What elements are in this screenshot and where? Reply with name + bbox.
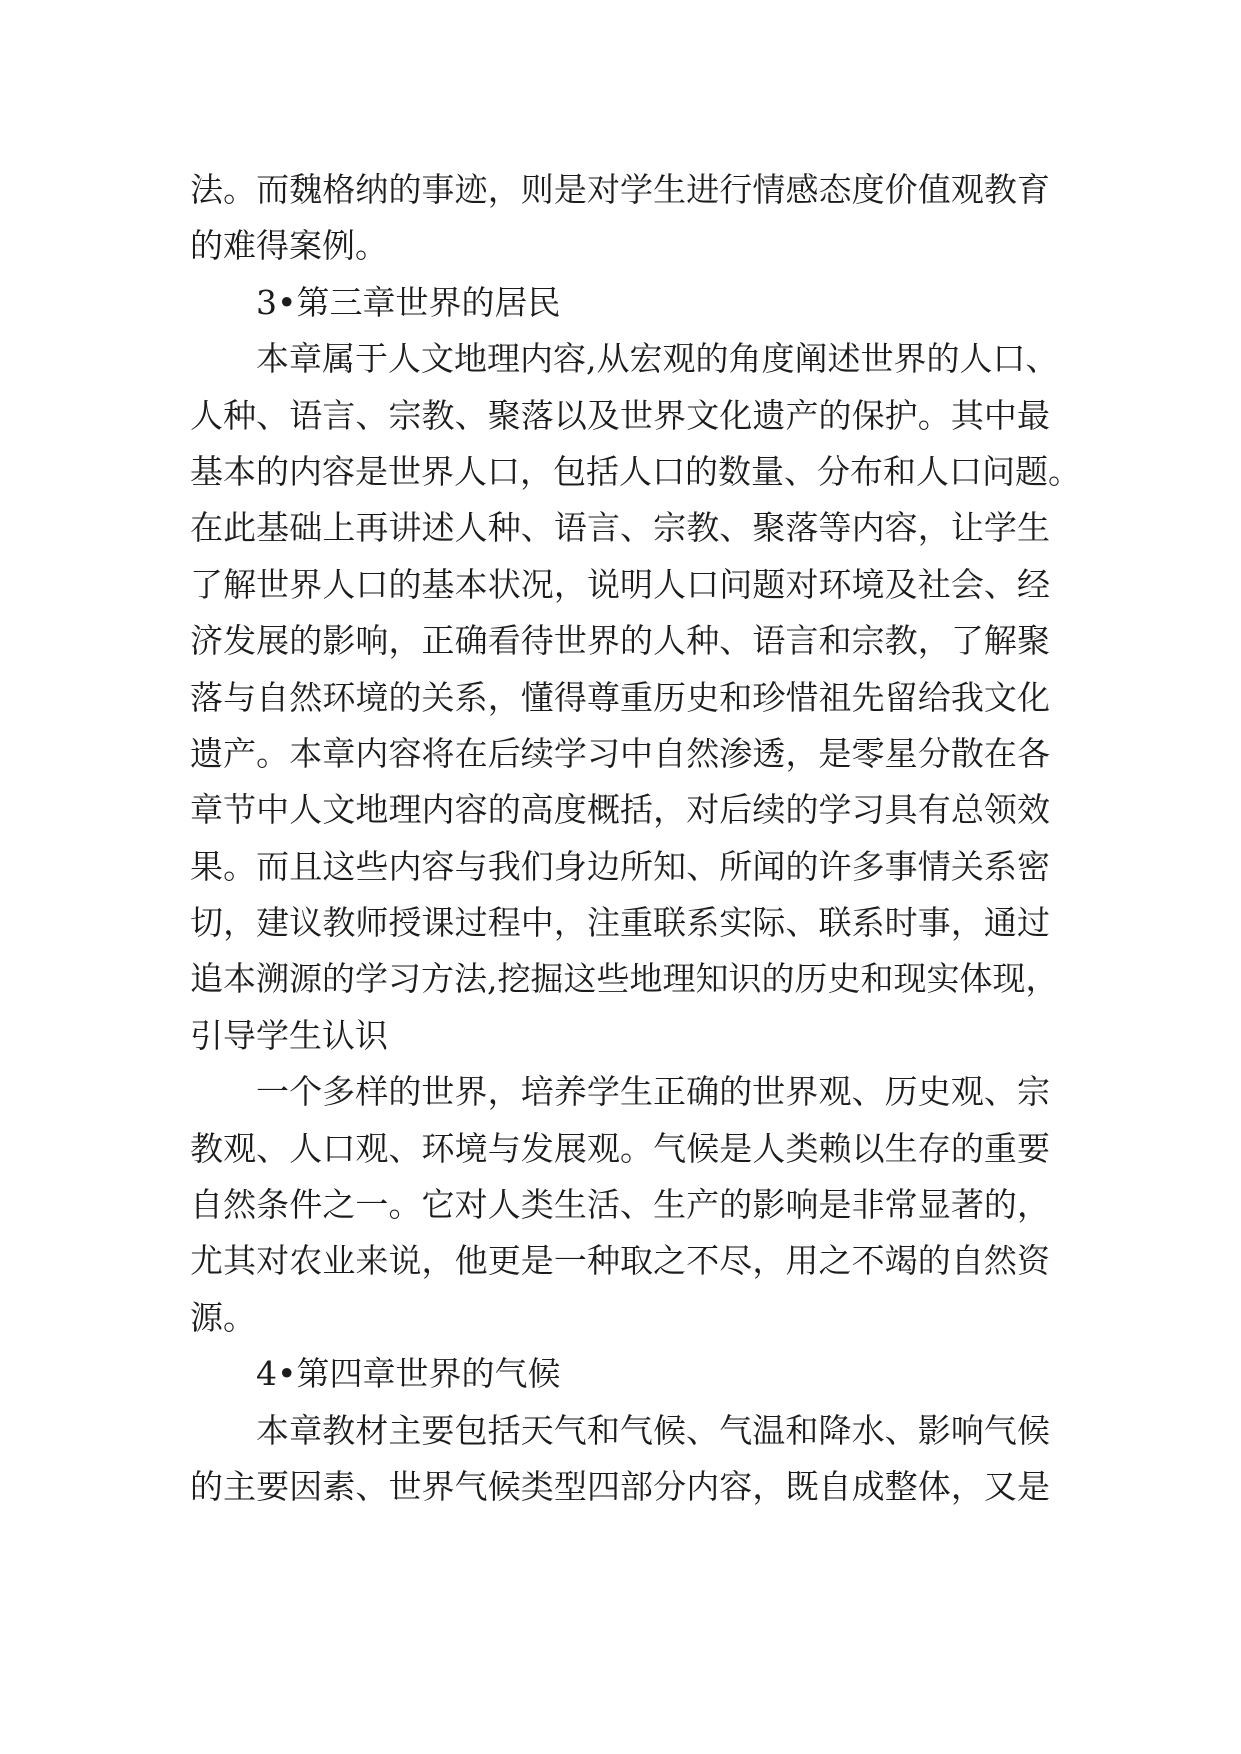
body-text	[190, 162, 1081, 1515]
text-line: 落与自然环境的关系，懂得尊重历史和珍惜祖先留给我文化	[190, 677, 1050, 717]
text-line: 的难得案例。	[190, 226, 388, 266]
text-line: 本章属于人文地理内容,从宏观的角度阐述世界的人口、	[256, 339, 1059, 379]
text-line: 人种、语言、宗教、聚落以及世界文化遗产的保护。其中最	[190, 395, 1050, 435]
section-heading-4: 4•第四章世界的气候	[256, 1354, 561, 1394]
text-line: 教观、人口观、环境与发展观。气候是人类赖以生存的重要	[190, 1128, 1050, 1168]
text-line: 基本的内容是世界人口，包括人口的数量、分布和人口问题。	[190, 451, 1081, 491]
text-line: 的主要因素、世界气候类型四部分内容，既自成整体，又是	[190, 1466, 1050, 1506]
text-line: 追本溯源的学习方法,挖掘这些地理知识的历史和现实体现，	[190, 959, 1059, 999]
text-line: 济发展的影响，正确看待世界的人种、语言和宗教，了解聚	[190, 621, 1050, 661]
text-line: 尤其对农业来说，他更是一种取之不尽，用之不竭的自然资	[190, 1241, 1050, 1281]
text-line: 源。	[190, 1297, 256, 1337]
text-line: 自然条件之一。它对人类生活、生产的影响是非常显著的，	[190, 1185, 1050, 1225]
text-line: 了解世界人口的基本状况，说明人口问题对环境及社会、经	[190, 564, 1050, 604]
text-line: 本章教材主要包括天气和气候、气温和降水、影响气候	[256, 1410, 1050, 1450]
text-line: 一个多样的世界，培养学生正确的世界观、历史观、宗	[256, 1072, 1050, 1112]
text-line: 引导学生认识	[190, 1015, 388, 1055]
text-line: 遗产。本章内容将在后续学习中自然渗透，是零星分散在各	[190, 733, 1050, 773]
section-heading-3: 3•第三章世界的居民	[256, 282, 561, 322]
text-line: 法。而魏格纳的事迹，则是对学生进行情感态度价值观教育	[190, 170, 1050, 209]
text-line: 章节中人文地理内容的高度概括，对后续的学习具有总领效	[190, 790, 1050, 830]
text-line: 果。而且这些内容与我们身边所知、所闻的许多事情关系密	[190, 846, 1050, 886]
text-line: 切，建议教师授课过程中，注重联系实际、联系时事，通过	[190, 903, 1050, 943]
text-line: 在此基础上再讲述人种、语言、宗教、聚落等内容，让学生	[190, 508, 1050, 548]
